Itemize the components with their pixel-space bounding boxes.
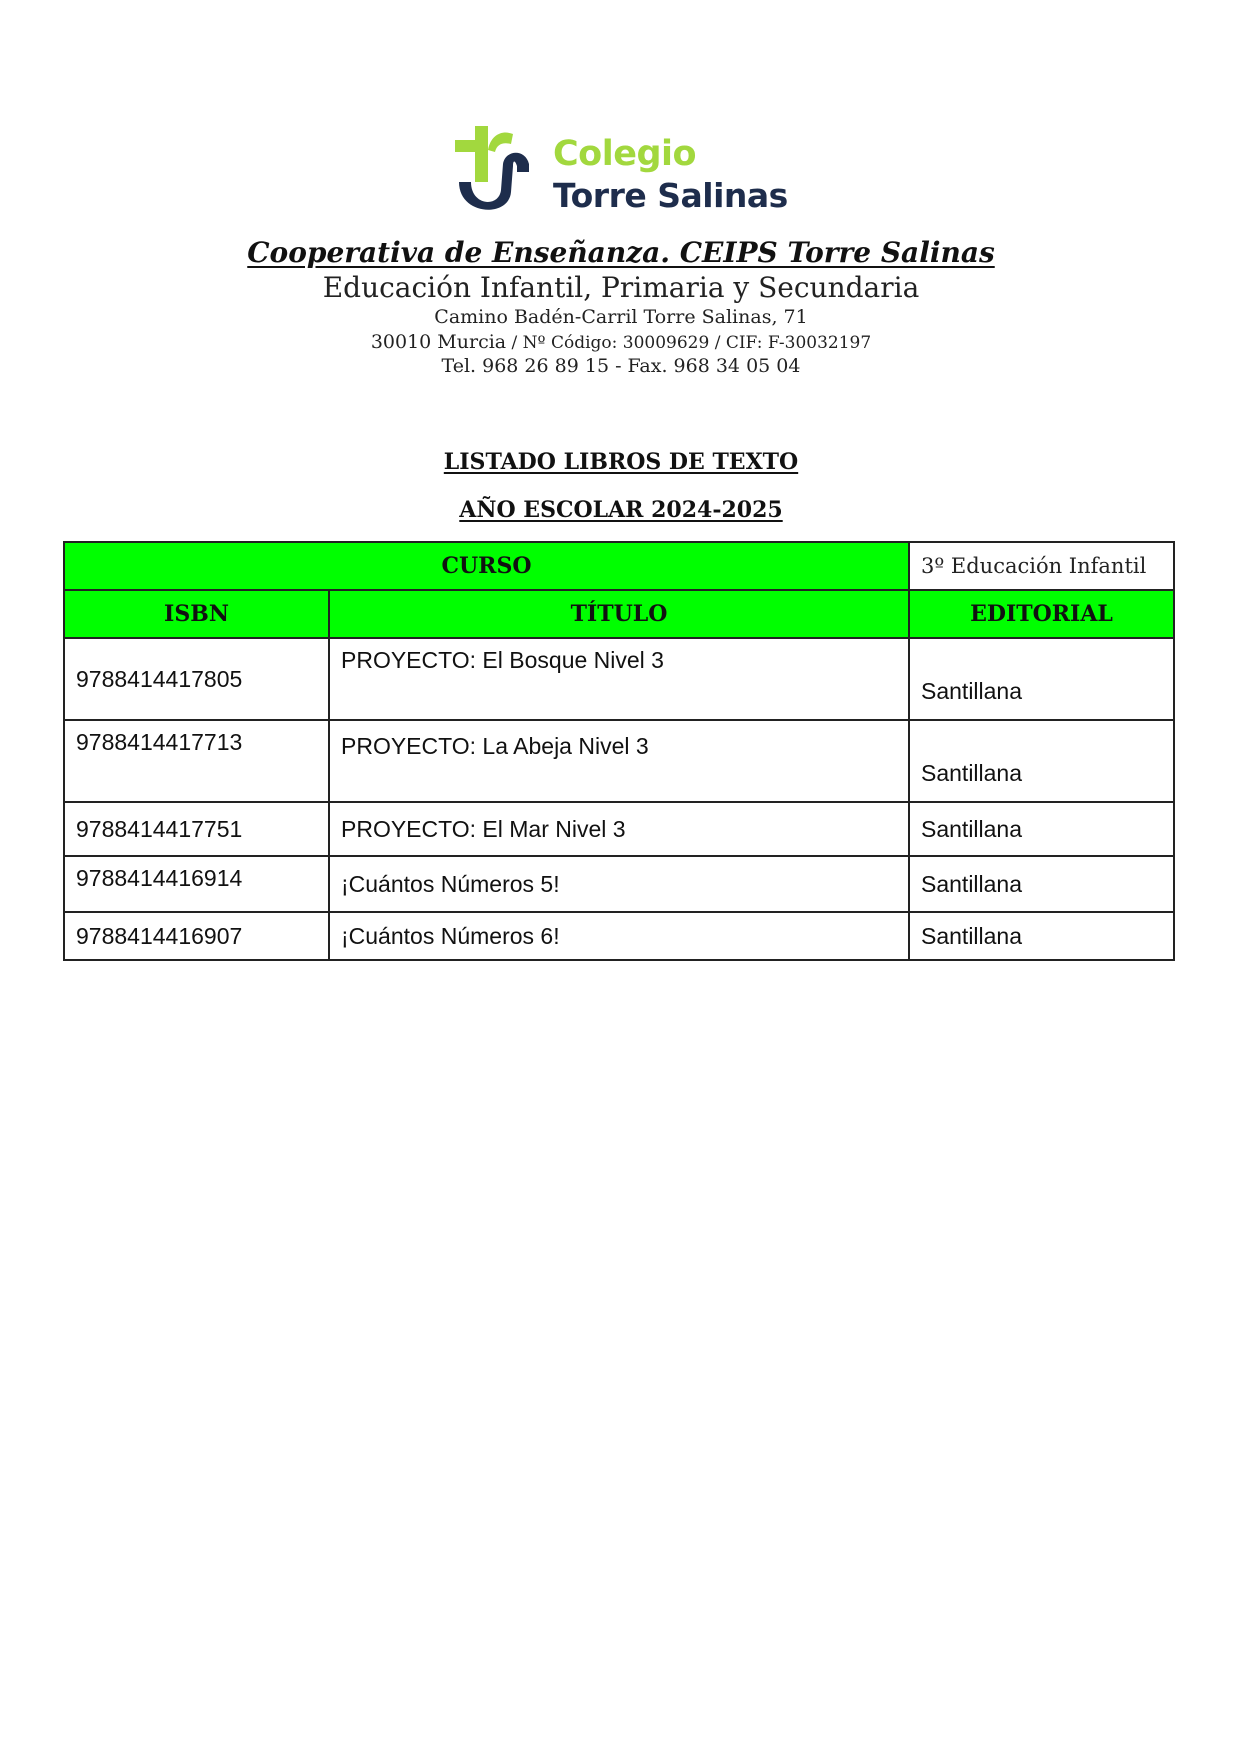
table-row — [64, 912, 1174, 960]
title-cell: PROYECTO: La Abeja Nivel 3 — [329, 720, 909, 802]
city-codes-line — [0, 331, 1242, 353]
school-logo — [455, 120, 800, 220]
column-header-publisher: EDITORIAL — [909, 590, 1174, 638]
title-cell: PROYECTO: El Mar Nivel 3 — [329, 802, 909, 856]
course-row — [64, 542, 1174, 590]
publisher-cell: Santillana — [909, 802, 1174, 856]
logo-ts-icon — [455, 120, 545, 220]
isbn-cell: 9788414416907 — [64, 912, 329, 960]
education-levels: Educación Infantil, Primaria y Secundaria — [322, 271, 920, 304]
table-row — [64, 638, 1174, 720]
address-line: Camino Badén-Carril Torre Salinas, 71 — [434, 306, 808, 328]
table-row — [64, 856, 1174, 912]
publisher-cell: Santillana — [909, 856, 1174, 912]
course-value: 3º Educación Infantil — [909, 542, 1174, 590]
list-title: LISTADO LIBROS DE TEXTO — [443, 449, 799, 475]
column-header-row — [64, 590, 1174, 638]
isbn-cell: 9788414417713 — [64, 720, 329, 802]
isbn-cell: 9788414416914 — [64, 856, 329, 912]
isbn-cell: 9788414417751 — [64, 802, 329, 856]
publisher-cell: Santillana — [909, 720, 1174, 802]
cooperative-title: Cooperativa de Enseñanza. CEIPS Torre Salinas — [247, 236, 995, 269]
title-cell: ¡Cuántos Números 5! — [329, 856, 909, 912]
city: 30010 Murcia — [370, 331, 507, 353]
registry-codes: / Nº Código: 30009629 / CIF: F-30032197 — [506, 333, 872, 353]
column-header-title: TÍTULO — [329, 590, 909, 638]
course-label: CURSO — [64, 542, 909, 590]
logo-text-colegio: Colegio — [553, 134, 697, 174]
phone-fax-line: Tel. 968 26 89 15 - Fax. 968 34 05 04 — [441, 355, 801, 377]
school-year-title: AÑO ESCOLAR 2024-2025 — [459, 497, 783, 523]
table-row — [64, 802, 1174, 856]
publisher-cell: Santillana — [909, 638, 1174, 720]
column-header-isbn: ISBN — [64, 590, 329, 638]
logo-text-school-name: Torre Salinas — [553, 176, 788, 215]
textbook-table — [63, 541, 1175, 961]
title-cell: ¡Cuántos Números 6! — [329, 912, 909, 960]
isbn-cell: 9788414417805 — [64, 638, 329, 720]
title-cell: PROYECTO: El Bosque Nivel 3 — [329, 638, 909, 720]
table-row — [64, 720, 1174, 802]
publisher-cell: Santillana — [909, 912, 1174, 960]
